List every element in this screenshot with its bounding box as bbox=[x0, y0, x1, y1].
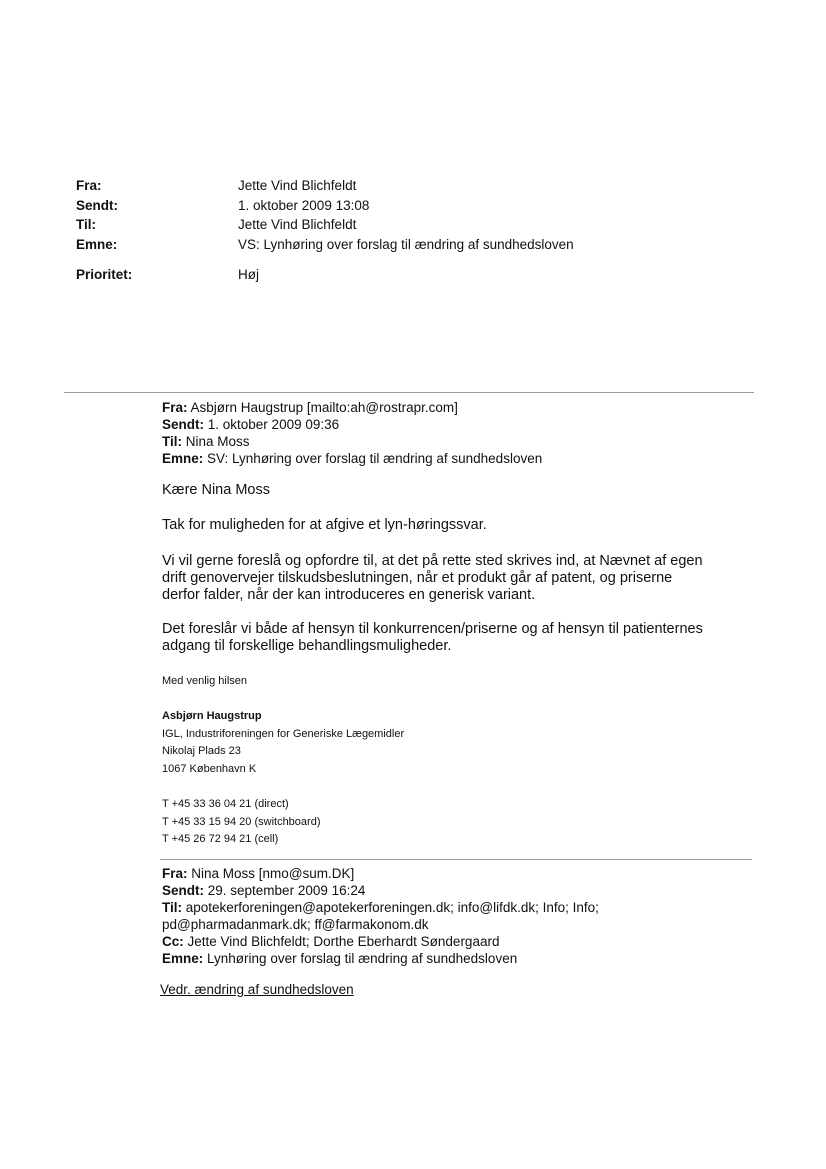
phone-block bbox=[162, 796, 320, 849]
reply-sent-label: Sendt: bbox=[162, 417, 204, 432]
orig-cc-value: Jette Vind Blichfeldt; Dorthe Eberhardt Søndergaard bbox=[187, 934, 500, 949]
orig-to-label: Til: bbox=[162, 900, 182, 915]
orig-to-value-cont: pd@pharmadanmark.dk; ff@farmakonom.dk bbox=[162, 917, 429, 932]
subject-value: VS: Lynhøring over forslag til ændring af sundhedsloven bbox=[238, 236, 574, 252]
top-email-header bbox=[76, 176, 776, 285]
header-from-row bbox=[76, 176, 776, 196]
to-label: Til: bbox=[76, 217, 96, 232]
phone-switchboard: T +45 33 15 94 20 (switchboard) bbox=[162, 815, 321, 828]
subject-link[interactable]: Vedr. ændring af sundhedsloven bbox=[160, 982, 354, 997]
orig-sent-label: Sendt: bbox=[162, 883, 204, 898]
original-header bbox=[162, 865, 782, 967]
reply-sent-value: 1. oktober 2009 09:36 bbox=[207, 417, 340, 432]
reply-to-value: Nina Moss bbox=[185, 434, 250, 449]
signature-block bbox=[162, 708, 404, 778]
body-paragraph-3 bbox=[162, 621, 762, 655]
closing: Med venlig hilsen bbox=[162, 675, 247, 687]
divider-line bbox=[64, 392, 754, 393]
para3-line: Det foreslår vi både af hensyn til konkurrencen/priserne og af hensyn til patienternes bbox=[162, 621, 703, 637]
reply-header bbox=[162, 399, 782, 467]
orig-subject-value: Lynhøring over forslag til ændring af sundhedsloven bbox=[207, 951, 518, 966]
priority-label: Prioritet: bbox=[76, 267, 133, 282]
phone-cell: T +45 26 72 94 21 (cell) bbox=[162, 833, 279, 845]
phone-direct: T +45 33 36 04 21 (direct) bbox=[162, 798, 289, 810]
signature-name: Asbjørn Haugstrup bbox=[162, 710, 262, 722]
para3-line: adgang til forskellige behandlingsmuligheder. bbox=[162, 638, 452, 654]
body-paragraph-1: Tak for muligheden for at afgive et lyn-høringssvar. bbox=[162, 517, 487, 533]
to-value: Jette Vind Blichfeldt bbox=[238, 217, 357, 232]
reply-subject-value: SV: Lynhøring over forslag til ændring af sundhedsloven bbox=[207, 451, 543, 466]
orig-sent-value: 29. september 2009 16:24 bbox=[207, 883, 366, 898]
subject-label: Emne: bbox=[76, 236, 118, 252]
reply-subject-label: Emne: bbox=[162, 451, 204, 466]
reply-to-label: Til: bbox=[162, 434, 182, 449]
orig-subject-label: Emne: bbox=[162, 951, 204, 966]
sent-label: Sendt: bbox=[76, 197, 118, 213]
orig-cc-label: Cc: bbox=[162, 934, 184, 949]
header-to-row bbox=[76, 215, 776, 235]
orig-to-value: apotekerforeningen@apotekerforeningen.dk; info@lifdk.dk; Info; Info; bbox=[185, 900, 599, 915]
signature-address-line: Nikolaj Plads 23 bbox=[162, 745, 241, 757]
para2-line: Vi vil gerne foreslå og opfordre til, at det på rette sted skrives ind, at Nævnet af egen bbox=[162, 553, 703, 569]
header-sent-row bbox=[76, 196, 776, 216]
from-value: Jette Vind Blichfeldt bbox=[238, 178, 357, 193]
greeting: Kære Nina Moss bbox=[162, 482, 270, 498]
signature-organization: IGL, Industriforeningen for Generiske Lægemidler bbox=[162, 727, 405, 740]
reply-from-label: Fra: bbox=[162, 400, 188, 415]
orig-from-label: Fra: bbox=[162, 866, 188, 881]
header-priority-row bbox=[76, 265, 776, 285]
reply-from-value: Asbjørn Haugstrup [mailto:ah@rostrapr.com] bbox=[190, 400, 458, 415]
divider-line bbox=[160, 859, 752, 860]
from-label: Fra: bbox=[76, 178, 102, 193]
para2-line: derfor falder, når der kan introduceres en generisk variant. bbox=[162, 587, 536, 603]
para2-line: drift genovervejer tilskudsbeslutningen, når et produkt går af patent, og priserne bbox=[162, 570, 673, 586]
header-subject-row bbox=[76, 235, 776, 255]
priority-value: Høj bbox=[238, 267, 259, 282]
signature-address-line: 1067 København K bbox=[162, 762, 257, 775]
body-paragraph-2 bbox=[162, 553, 762, 604]
sent-value: 1. oktober 2009 13:08 bbox=[238, 197, 370, 213]
orig-from-value: Nina Moss [nmo@sum.DK] bbox=[191, 866, 355, 881]
